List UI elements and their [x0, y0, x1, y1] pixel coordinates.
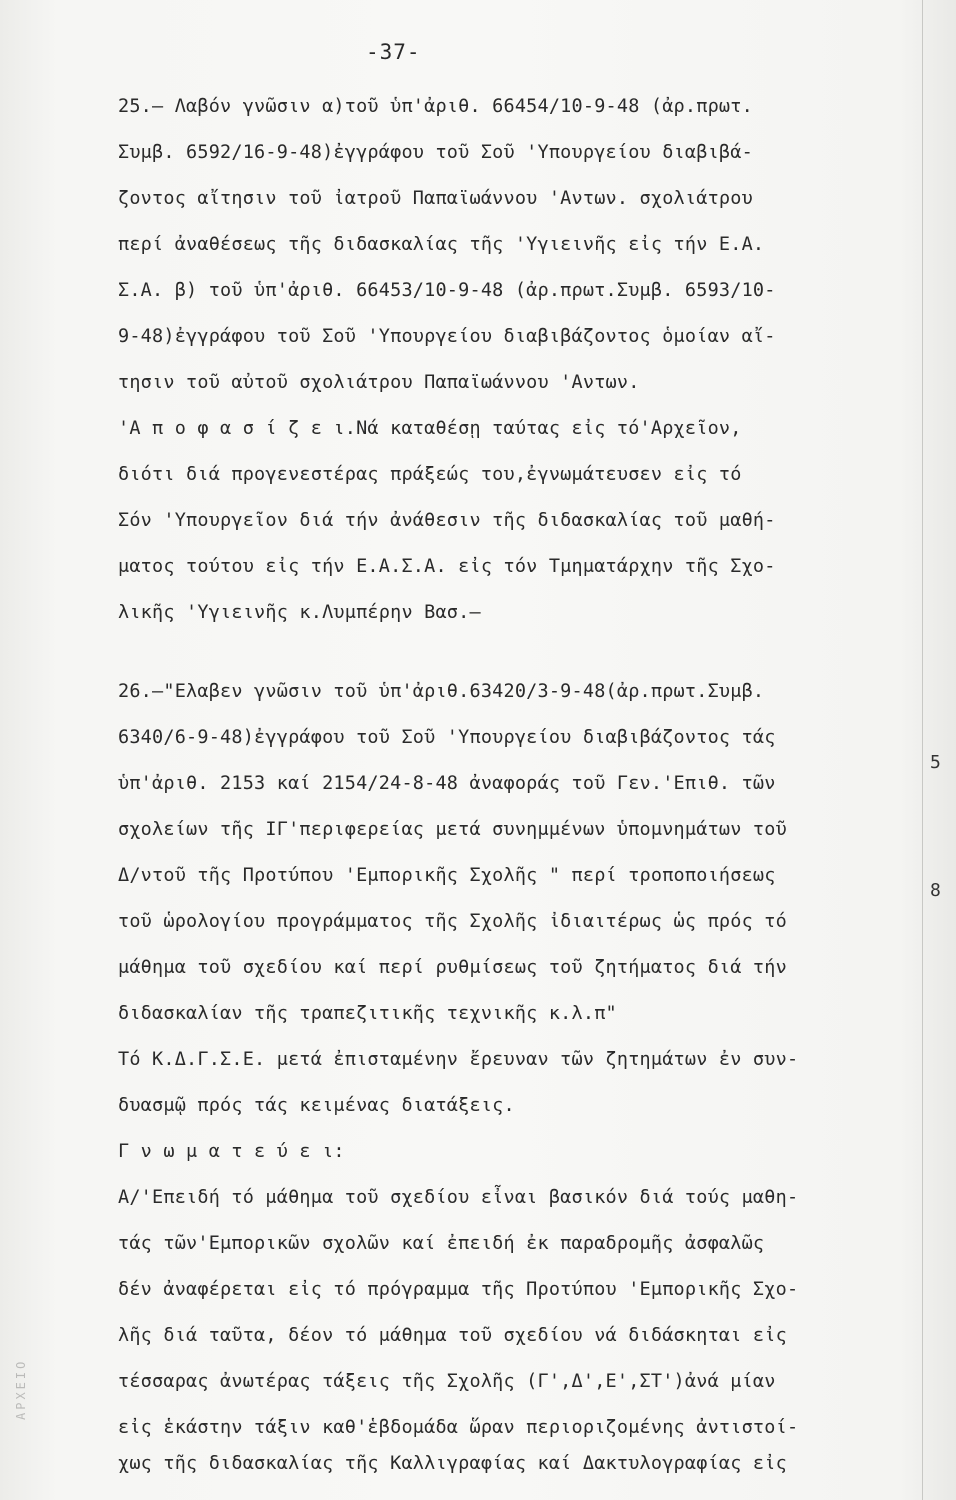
text-line: δυασμῷ πρός τάς κειμένας διατάξεις. [118, 1095, 515, 1116]
text-line: δέν ἀναφέρεται εἰς τό πρόγραμμα τῆς Προτύπου 'Εμπορικῆς Σχο- [118, 1279, 799, 1300]
text-line: εἰς ἑκάστην τάξιν καθ'ἑβδομάδα ὥραν περιοριζομένης ἀντιστοί- [118, 1417, 799, 1438]
text-line: ζοντος αἴτησιν τοῦ ἰατροῦ Παπαϊωάννου 'Αντων. σχολιάτρου [118, 188, 753, 209]
text-line: 25.– Λαβόν γνῶσιν α)τοῦ ὑπ'ἀριθ. 66454/10-9-48 (ἀρ.πρωτ. [118, 96, 753, 117]
text-line: λικῆς 'Υγιεινῆς κ.Λυμπέρην Βασ.– [118, 602, 481, 623]
text-line: τάς τῶν'Εμπορικῶν σχολῶν καί ἐπειδή ἐκ παραδρομῆς ἀσφαλῶς [118, 1233, 765, 1254]
text-line: Α/'Επειδή τό μάθημα τοῦ σχεδίου εἶναι βασικόν διά τούς μαθη- [118, 1187, 799, 1208]
text-line: λῆς διά ταῦτα, δέον τό μάθημα τοῦ σχεδίου νά διδάσκηται εἰς [118, 1325, 787, 1346]
page-number: -37- [366, 40, 421, 64]
text-line: Συμβ. 6592/16-9-48)ἐγγράφου τοῦ Σοῦ 'Υπουργείου διαβιβά- [118, 142, 753, 163]
text-line: 9-48)ἐγγράφου τοῦ Σοῦ 'Υπουργείου διαβιβάζοντος ὁμοίαν αἴ- [118, 326, 776, 347]
text-line: περί ἀναθέσεως τῆς διδασκαλίας τῆς 'Υγιεινῆς εἰς τήν Ε.Α. [118, 234, 765, 255]
text-line: Τό Κ.Δ.Γ.Σ.Ε. μετά ἐπισταμένην ἔρευναν τῶν ζητημάτων ἐν συν- [118, 1049, 799, 1070]
text-line: τέσσαρας ἀνωτέρας τάξεις τῆς Σχολῆς (Γ',Δ',Ε',ΣΤ')ἀνά μίαν [118, 1371, 776, 1392]
text-line: ματος τούτου εἰς τήν Ε.Α.Σ.Α. εἰς τόν Τμηματάρχην τῆς Σχο- [118, 556, 776, 577]
text-line: διδασκαλίαν τῆς τραπεζιτικῆς τεχνικῆς κ.λ.π" [118, 1003, 617, 1024]
binding-stamp: ΑΡΧΕΙΟ [14, 1358, 28, 1420]
margin-mark: 8 [930, 880, 941, 901]
text-line: 6340/6-9-48)ἐγγράφου τοῦ Σοῦ 'Υπουργείου διαβιβάζοντος τάς [118, 727, 776, 748]
text-line: τησιν τοῦ αὐτοῦ σχολιάτρου Παπαϊωάννου 'Αντων. [118, 372, 640, 393]
text-line: Δ/ντοῦ τῆς Προτύπου 'Εμπορικῆς Σχολῆς " περί τροποποιήσεως [118, 865, 776, 886]
text-line: ὑπ'ἀριθ. 2153 καί 2154/24-8-48 ἀναφοράς τοῦ Γεν.'Επιθ. τῶν [118, 773, 776, 794]
text-line: 26.–"Ελαβεν γνῶσιν τοῦ ὑπ'ἀριθ.63420/3-9-48(ἀρ.πρωτ.Συμβ. [118, 681, 765, 702]
page-edge-rule [922, 0, 923, 1500]
text-line: 'Α π ο φ α σ ί ζ ε ι.Νά καταθέσῃ ταύτας εἰς τό'Αρχεῖον, [118, 418, 742, 439]
text-line: χως τῆς διδασκαλίας τῆς Καλλιγραφίας καί Δακτυλογραφίας εἰς [118, 1453, 787, 1474]
text-line: τοῦ ὡρολογίου προγράμματος τῆς Σχολῆς ἰδιαιτέρως ὡς πρός τό [118, 911, 787, 932]
margin-mark: 5 [930, 752, 941, 773]
text-line: σχολείων τῆς ΙΓ'περιφερείας μετά συνημμένων ὑπομνημάτων τοῦ [118, 819, 787, 840]
text-line: Γ ν ω μ α τ ε ύ ε ι: [118, 1141, 345, 1162]
text-line: Σόν 'Υπουργεῖον διά τήν ἀνάθεσιν τῆς διδασκαλίας τοῦ μαθή- [118, 510, 776, 531]
text-line: μάθημα τοῦ σχεδίου καί περί ρυθμίσεως τοῦ ζητήματος διά τήν [118, 957, 787, 978]
text-line: Σ.Α. β) τοῦ ὑπ'ἀριθ. 66453/10-9-48 (ἀρ.πρωτ.Συμβ. 6593/10- [118, 280, 776, 301]
text-line: διότι διά προγενεστέρας πράξεώς του,ἐγνωμάτευσεν εἰς τό [118, 464, 742, 485]
